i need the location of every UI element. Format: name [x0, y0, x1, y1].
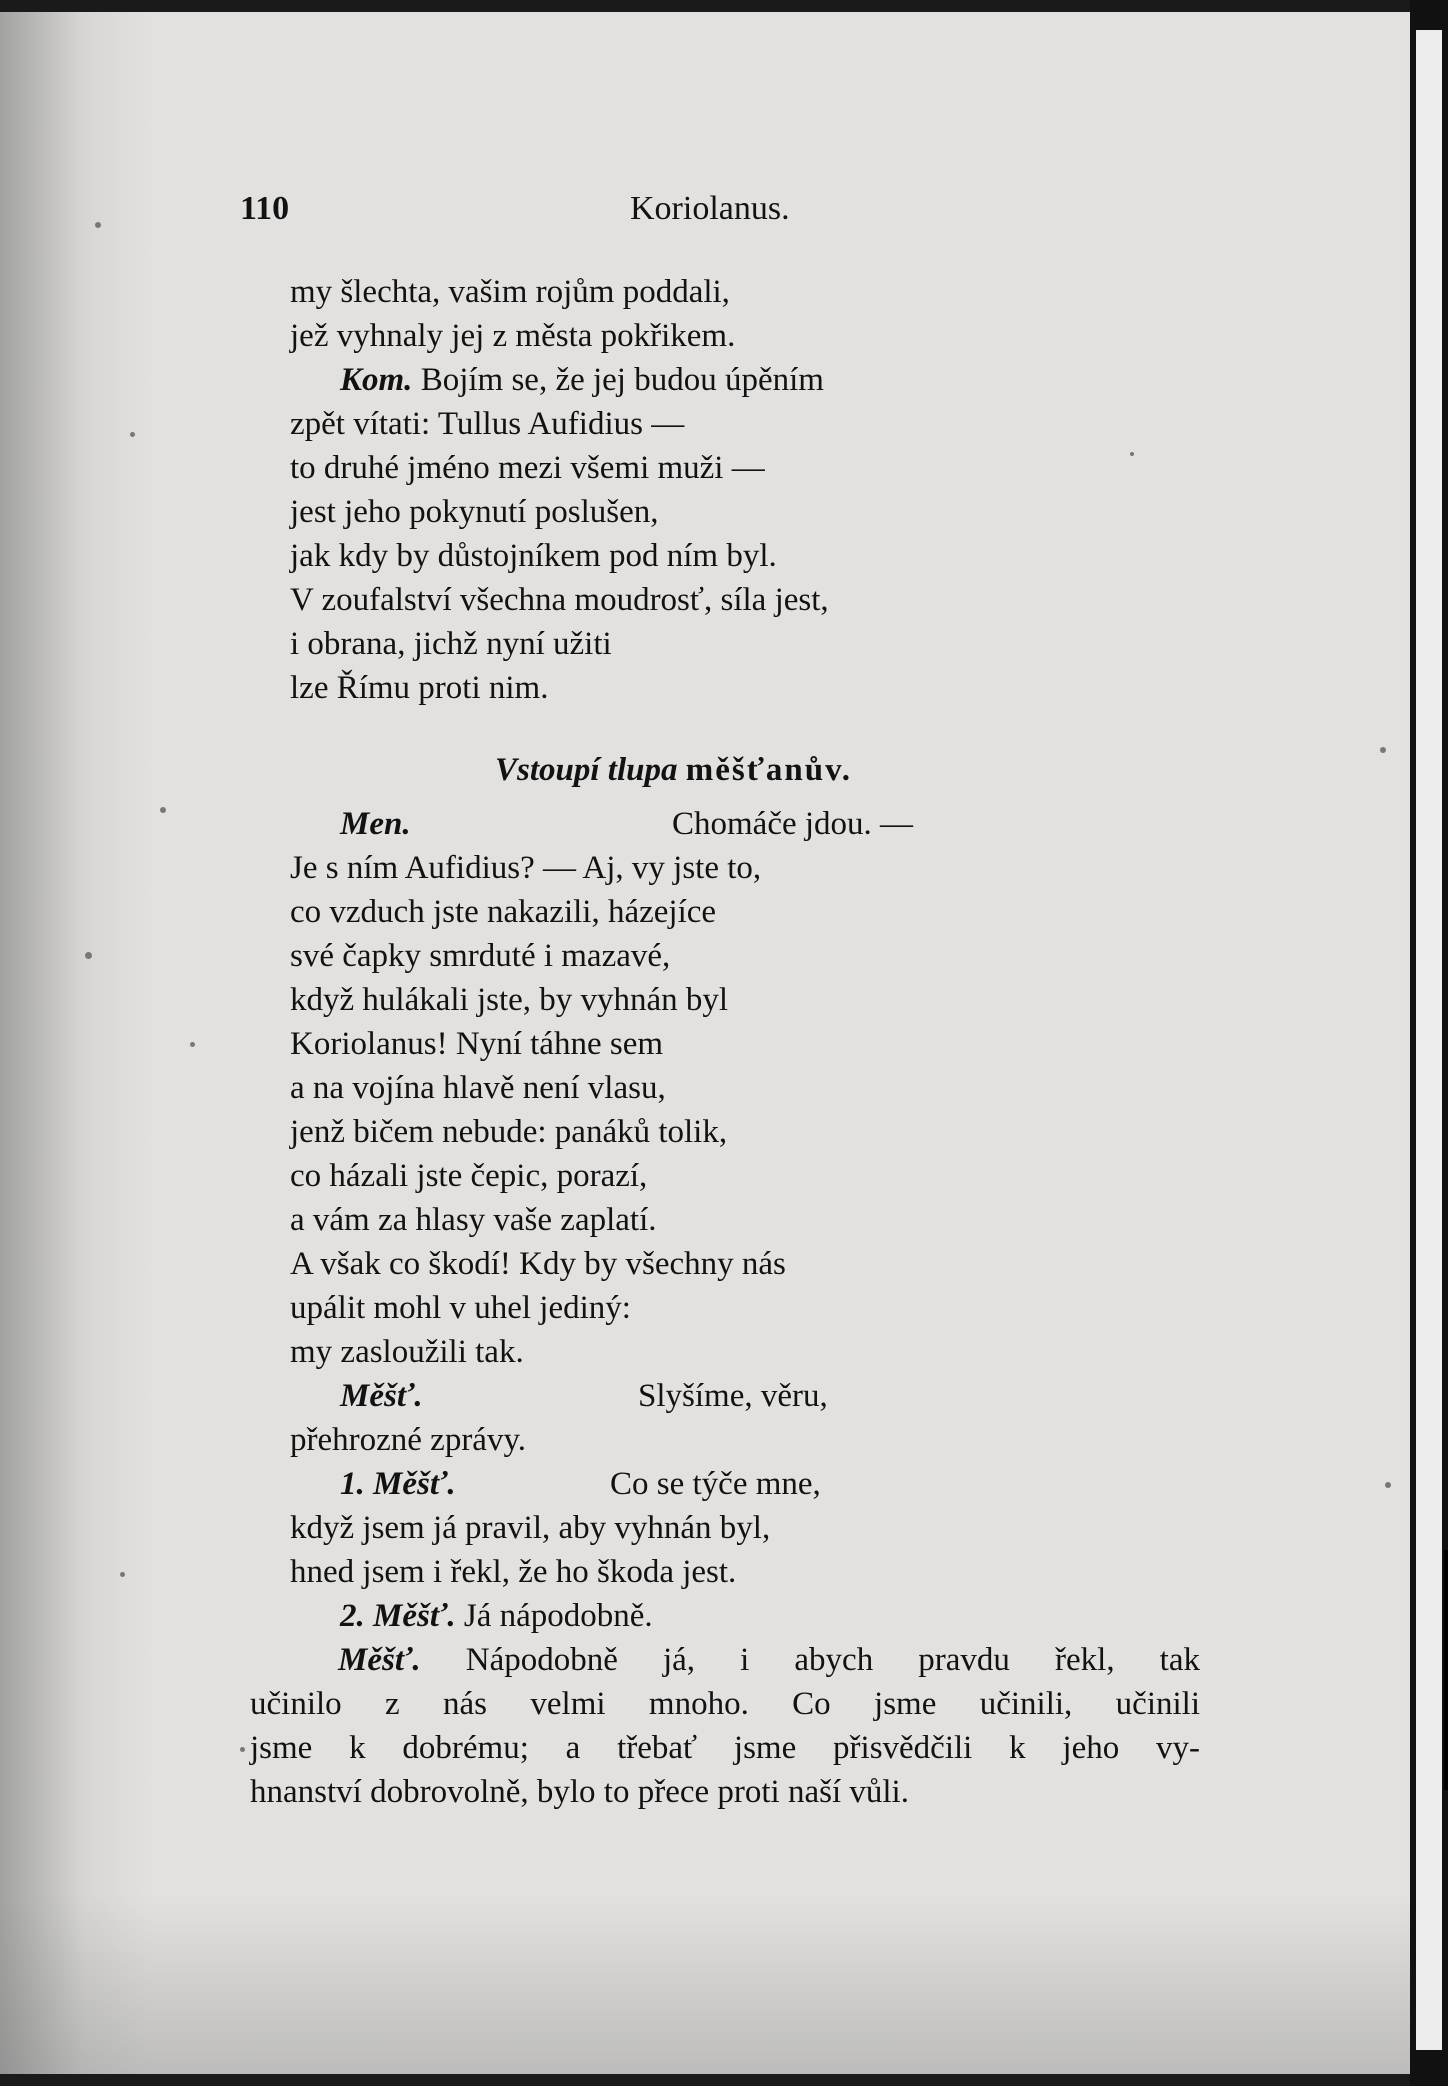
prose-line: hnanství dobrovolně, bylo to přece proti naší vůli. [250, 1774, 909, 1810]
speaker-name: 1. Měšť. [340, 1466, 456, 1502]
prose-line [250, 1640, 1200, 1680]
verse-line: hned jsem i řekl, že ho škoda jest. [290, 1554, 737, 1590]
speaker-name: 2. Měšť. [340, 1598, 456, 1634]
speech-text: Slyšíme, věru, [638, 1378, 828, 1414]
verse-line: jenž bičem nebude: panáků tolik, [290, 1114, 728, 1150]
fore-edge-mark [1444, 1550, 1448, 1790]
verse-line: V zoufalství všechna moudrosť, síla jest, [290, 582, 829, 618]
verse-line [340, 360, 824, 400]
verse-line: upálit mohl v uhel jediný: [290, 1290, 631, 1326]
running-title: Koriolanus. [630, 190, 790, 227]
stage-direction-spaced: měšťanův. [685, 752, 853, 788]
scan-speck [130, 432, 135, 437]
verse-line: A však co škodí! Kdy by všechny nás [290, 1246, 786, 1282]
verse-line: přehrozné zprávy. [290, 1422, 527, 1458]
verse-line: když jsem já pravil, aby vyhnán byl, [290, 1510, 771, 1546]
prose-line: jsme k dobrému; a třebať jsme přisvědčili k jeho vy- [250, 1730, 1200, 1766]
page-number: 110 [240, 190, 290, 227]
verse-line: a na vojína hlavě není vlasu, [290, 1070, 666, 1106]
speaker-name: Kom. [340, 362, 413, 398]
verse-line [340, 1376, 423, 1416]
page-bottom-shadow [0, 1894, 1410, 2074]
scan-speck [240, 1747, 245, 1752]
speech-text: Chomáče jdou. — [672, 806, 914, 842]
verse-line: lze Římu proti nim. [290, 670, 549, 706]
scan-speck [160, 807, 166, 813]
scan-speck [1130, 452, 1134, 456]
verse-line: co vzduch jste nakazili, házejíce [290, 894, 717, 930]
verse-line: Je s ním Aufidius? — Aj, vy jste to, [290, 850, 762, 886]
scan-speck [95, 222, 101, 228]
scan-speck [190, 1042, 195, 1047]
verse-line: my zasloužili tak. [290, 1334, 524, 1370]
verse-line: my šlechta, vašim rojům poddali, [290, 274, 730, 310]
verse-line: jest jeho pokynutí poslušen, [290, 494, 659, 530]
speech-text: Bojím se, že jej budou úpěním [420, 362, 824, 398]
verse-line [340, 1596, 653, 1636]
verse-line [340, 1464, 456, 1504]
speech-text: Já nápodobně. [463, 1598, 653, 1634]
speech-text: Co se týče mne, [610, 1466, 821, 1502]
verse-line: co házali jste čepic, porazí, [290, 1158, 648, 1194]
speaker-name: Men. [340, 806, 411, 842]
scan-speck [1385, 1482, 1391, 1488]
speaker-name: Měšť. [340, 1378, 423, 1414]
verse-line [340, 804, 411, 844]
book-fore-edge [1410, 0, 1448, 2086]
verse-line: jak kdy by důstojníkem pod ním byl. [290, 538, 777, 574]
book-page [0, 12, 1410, 2074]
page-gutter-shadow [0, 12, 150, 2074]
page-header [240, 190, 820, 230]
verse-line: to druhé jméno mezi všemi muži — [290, 450, 765, 486]
verse-line: Koriolanus! Nyní táhne sem [290, 1026, 664, 1062]
stage-direction-italic: Vstoupí tlupa [495, 752, 678, 788]
fore-edge-strip [1416, 30, 1442, 2050]
scan-speck [1380, 747, 1386, 753]
verse-line: a vám za hlasy vaše zaplatí. [290, 1202, 657, 1238]
speaker-name: Měšť. [338, 1642, 421, 1678]
verse-line: zpět vítati: Tullus Aufidius — [290, 406, 685, 442]
scan-speck [120, 1572, 125, 1577]
verse-line: i obrana, jichž nyní užiti [290, 626, 612, 662]
verse-line: své čapky smrduté i mazavé, [290, 938, 671, 974]
stage-direction [495, 750, 852, 790]
speech-text: Nápodobně já, i abych pravdu řekl, tak [465, 1642, 1200, 1678]
scan-speck [85, 952, 92, 959]
verse-line: když hulákali jste, by vyhnán byl [290, 982, 729, 1018]
verse-line: jež vyhnaly jej z města pokřikem. [290, 318, 736, 354]
prose-line: učinilo z nás velmi mnoho. Co jsme učinili, učinili [250, 1686, 1200, 1722]
